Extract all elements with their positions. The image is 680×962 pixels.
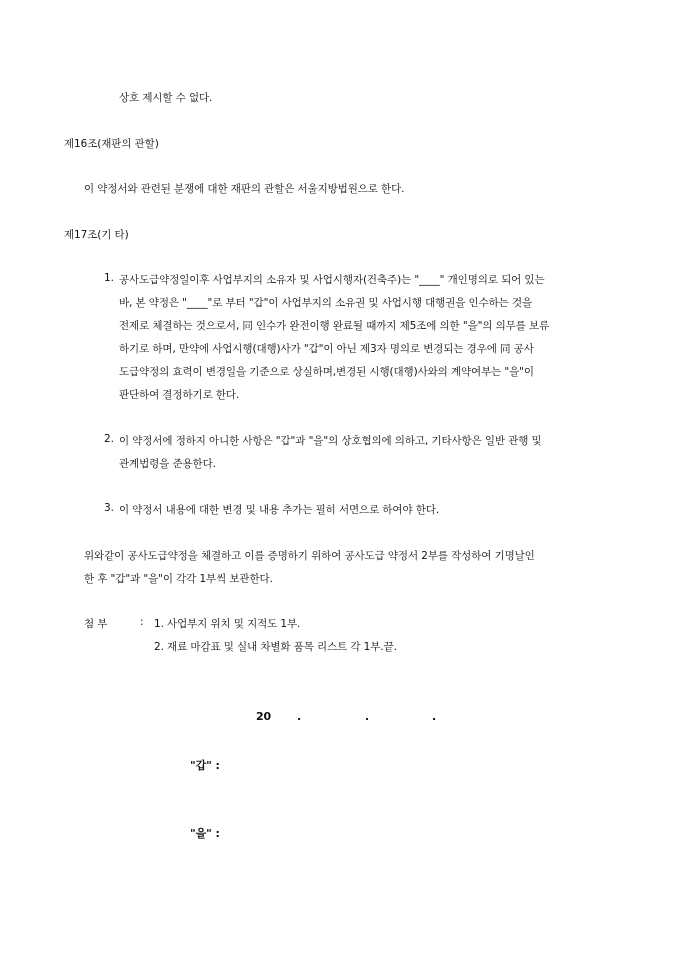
date-separator: . <box>365 710 370 723</box>
attachment-item: 2. 재료 마감표 및 실내 차별화 품목 리스트 각 1부.끝. <box>154 641 397 653</box>
item-3-line: 이 약정서 내용에 대한 변경 및 내용 추가는 필히 서면으로 하여야 한다. <box>119 504 440 516</box>
article-17-heading: 제17조(기 타) <box>64 229 129 241</box>
attachment-item: 1. 사업부지 위치 및 지적도 1부. <box>154 618 301 630</box>
item-1-line: 전제로 체결하는 것으로서, 同 인수가 완전이행 완료될 때까지 제5조에 의한 "을"의 의무를 보류 <box>119 320 550 332</box>
date-year: 20 <box>256 710 272 723</box>
item-1-number: 1. <box>104 272 114 284</box>
item-1-line: 바, 본 약정은 "____"로 부터 "갑"이 사업부지의 소유권 및 사업시행 대행권을 인수하는 것을 <box>119 297 533 309</box>
signature-eul-label: "을" : <box>190 827 220 840</box>
date-separator: . <box>297 710 302 723</box>
article-16-heading: 제16조(재판의 관할) <box>64 138 159 150</box>
item-3-number: 3. <box>104 502 114 514</box>
item-1-line: 공사도급약정일이후 사업부지의 소유자 및 사업시행자(건축주)는 "____" 개인명의로 되어 있는 <box>119 274 545 286</box>
item-1-line: 판단하여 결정하기로 한다. <box>119 389 240 401</box>
item-1-line: 도급약정의 효력이 변경일을 기준으로 상실하며,변경된 시행(대행)사와의 계약여부는 "을"이 <box>119 366 534 378</box>
closing-line: 위와같이 공사도급약정을 체결하고 이를 증명하기 위하여 공사도급 약정서 2부를 작성하여 기명날인 <box>84 550 535 562</box>
item-1-line: 하기로 하며, 만약에 사업시행(대행)사가 "갑"이 아닌 제3자 명의로 변경되는 경우에 同 공사 <box>119 343 534 355</box>
attachments-label: 첨 부 <box>84 618 108 630</box>
article-16-body: 이 약정서와 관련된 분쟁에 대한 재판의 관할은 서울지방법원으로 한다. <box>84 183 405 195</box>
date-separator: . <box>432 710 437 723</box>
item-2-line: 이 약정서에 정하지 아니한 사항은 "갑"과 "을"의 상호협의에 의하고, 기타사항은 일반 관행 및 <box>119 435 542 447</box>
item-2-line: 관계법령을 준용한다. <box>119 458 216 470</box>
item-2-number: 2. <box>104 433 114 445</box>
closing-line: 한 후 "갑"과 "을"이 각각 1부씩 보관한다. <box>84 573 273 585</box>
signature-gap-label: "갑" : <box>190 759 220 772</box>
carry-over-text: 상호 제시할 수 없다. <box>119 92 213 104</box>
attachments-colon: : <box>140 616 144 628</box>
